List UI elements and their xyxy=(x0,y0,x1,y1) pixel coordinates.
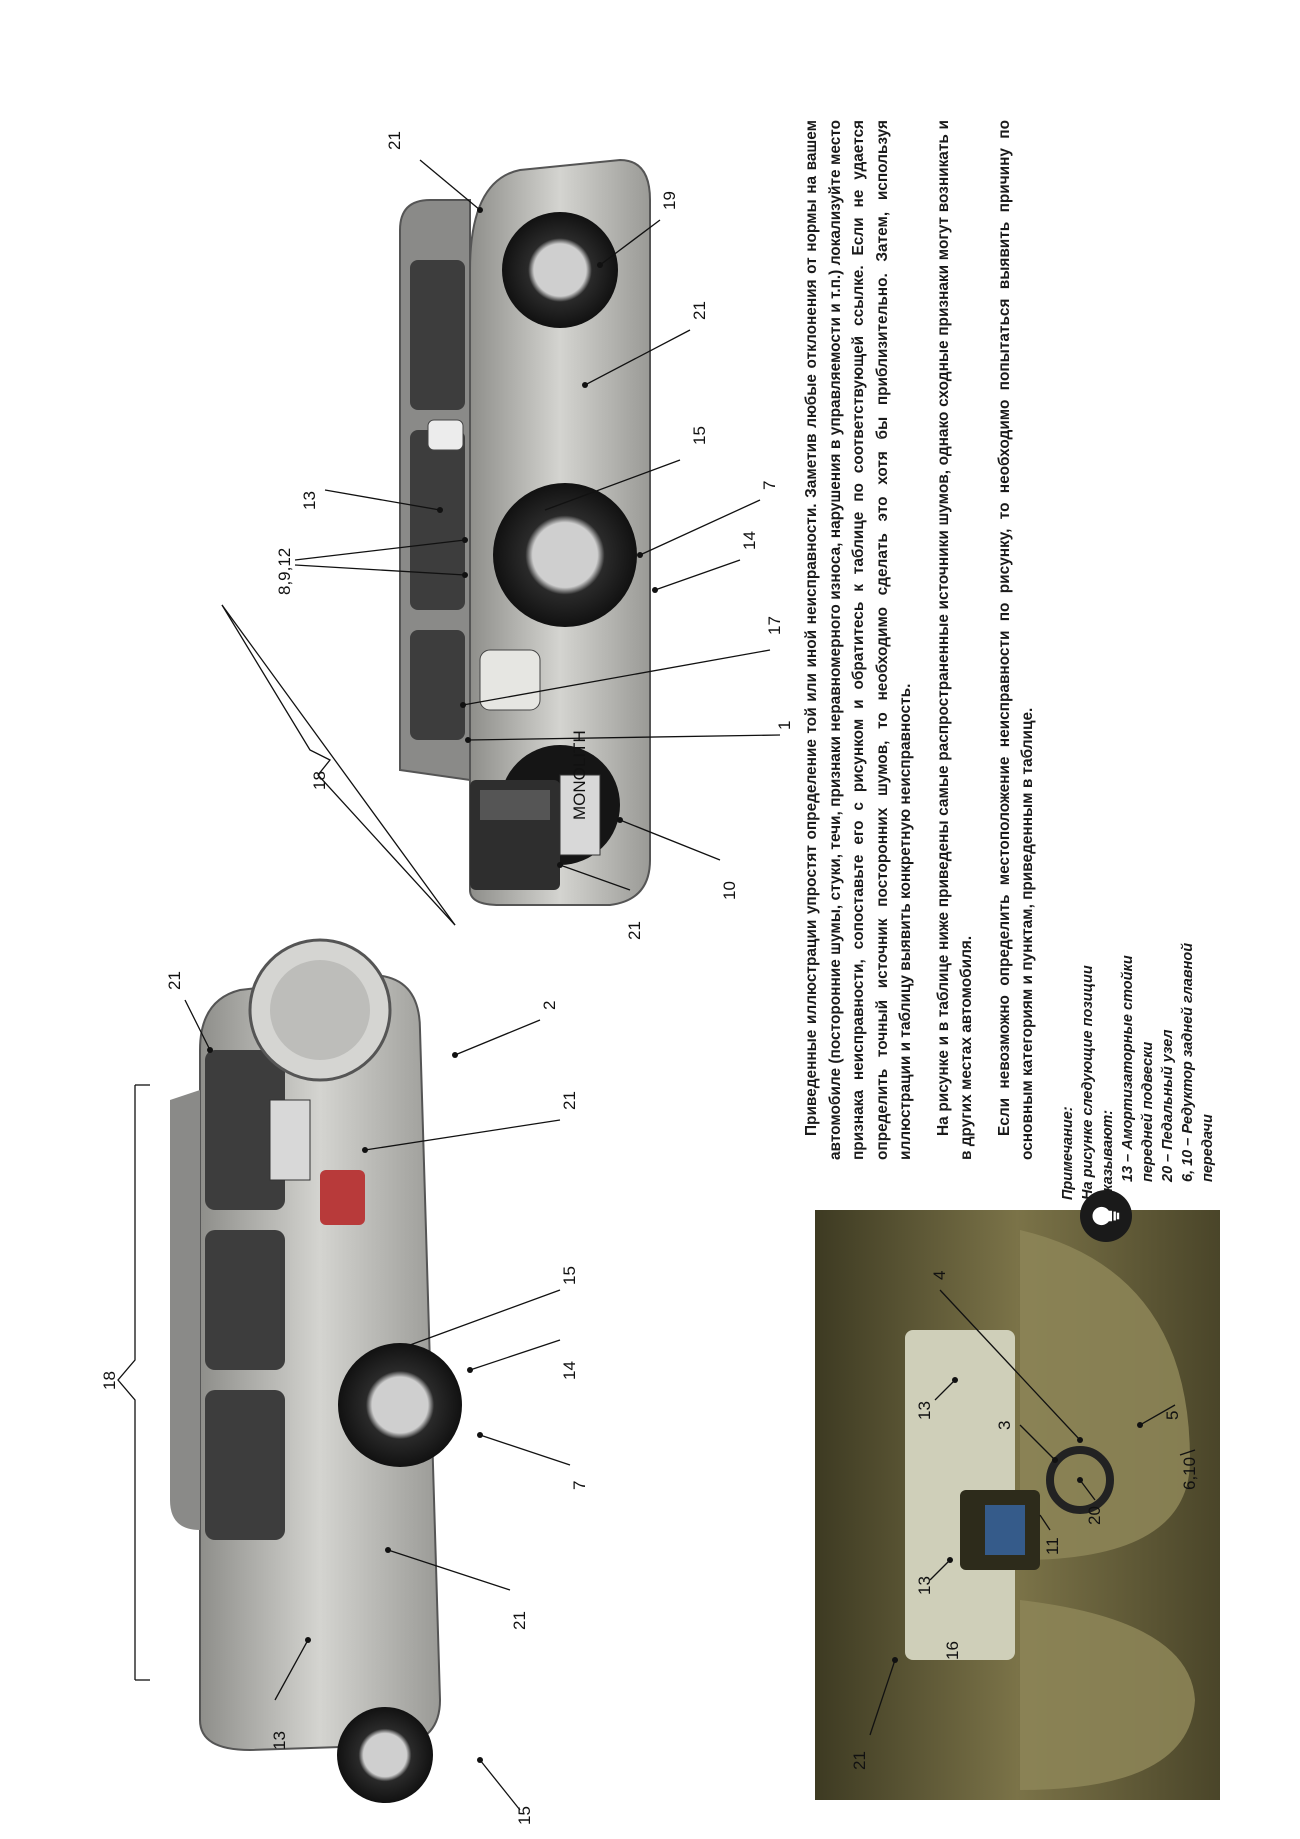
grille-badge: MONOLITH xyxy=(570,730,589,820)
svg-text:15: 15 xyxy=(560,1266,579,1285)
front-car-illustration xyxy=(400,160,650,905)
svg-text:13: 13 xyxy=(915,1401,934,1420)
svg-text:15: 15 xyxy=(515,1806,534,1825)
paragraph-3: Если невозможно определить местоположение неисправности по рисунку, то необходимо попытаться выявить причину по основным категориям и пунктам, приведенным в таблице. xyxy=(995,120,1036,1160)
svg-text:18: 18 xyxy=(310,771,329,790)
svg-text:3: 3 xyxy=(995,1420,1014,1430)
svg-text:5: 5 xyxy=(1163,1410,1182,1420)
svg-text:13: 13 xyxy=(300,491,319,510)
svg-text:21: 21 xyxy=(510,1611,529,1630)
svg-text:17: 17 xyxy=(765,616,784,635)
paragraph-2: На рисунке и в таблице ниже приведены самые распространенные источники шумов, однако сходные признаки могут возникать и в других местах автомобиля. xyxy=(934,120,975,1160)
svg-text:14: 14 xyxy=(740,531,759,550)
svg-text:19: 19 xyxy=(660,191,679,210)
svg-text:21: 21 xyxy=(690,301,709,320)
note-intro: На рисунке следующие позиции указывают: xyxy=(1080,965,1116,1200)
svg-text:13: 13 xyxy=(915,1576,934,1595)
svg-text:13: 13 xyxy=(270,1731,289,1750)
body-text-column xyxy=(800,120,1050,1160)
svg-text:21: 21 xyxy=(850,1751,869,1770)
svg-text:1: 1 xyxy=(775,720,794,730)
svg-text:8,9,12: 8,9,12 xyxy=(275,547,294,595)
svg-text:2: 2 xyxy=(540,1000,559,1010)
note-item: 20 – Педальный узел xyxy=(1160,1029,1176,1182)
svg-text:21: 21 xyxy=(385,131,404,150)
svg-text:7: 7 xyxy=(570,1480,589,1490)
svg-text:10: 10 xyxy=(720,881,739,900)
svg-text:14: 14 xyxy=(560,1361,579,1380)
svg-text:21: 21 xyxy=(560,1091,579,1110)
svg-text:7: 7 xyxy=(760,480,779,490)
body-text xyxy=(800,120,1050,1160)
svg-text:21: 21 xyxy=(165,971,184,990)
paragraph-1: Приведенные иллюстрации упростят определение той или иной неисправности. Заметив любые отклонения от нормы на вашем автомобиле (посторонние шумы, стуки, течи, признаки неравномерного износа, нарушения в управляемости и т.п.) локализуйте место признака неисправности, сопоставьте его с рисунком и обратитесь к таблице по соответствующей ссылке. Если не удается определить точный источник посторонних шумов, то необходимо сделать это хотя бы приблизительно. Затем, используя иллюстрации и таблицу выявить конкретную неисправность. xyxy=(803,120,914,1160)
interior-photo xyxy=(815,1210,1220,1800)
svg-text:21: 21 xyxy=(625,921,644,940)
note-item: 13 – Амортизаторные стойки передней подвески xyxy=(1120,955,1156,1182)
svg-text:18: 18 xyxy=(100,1371,119,1390)
note-title: Примечание: xyxy=(1060,1106,1076,1200)
note-item: 6, 10 – Редуктор задней главной передачи xyxy=(1180,942,1216,1182)
svg-text:6,10: 6,10 xyxy=(1180,1456,1199,1490)
svg-text:16: 16 xyxy=(943,1641,962,1660)
svg-text:11: 11 xyxy=(1043,1537,1062,1555)
rear-car-illustration xyxy=(170,940,462,1803)
svg-text:4: 4 xyxy=(930,1270,949,1280)
svg-text:15: 15 xyxy=(690,426,709,445)
note-content xyxy=(1058,900,1216,1200)
svg-text:20: 20 xyxy=(1085,1506,1104,1525)
note-block xyxy=(1058,940,1216,1200)
lightbulb-glyph xyxy=(1088,1198,1124,1234)
